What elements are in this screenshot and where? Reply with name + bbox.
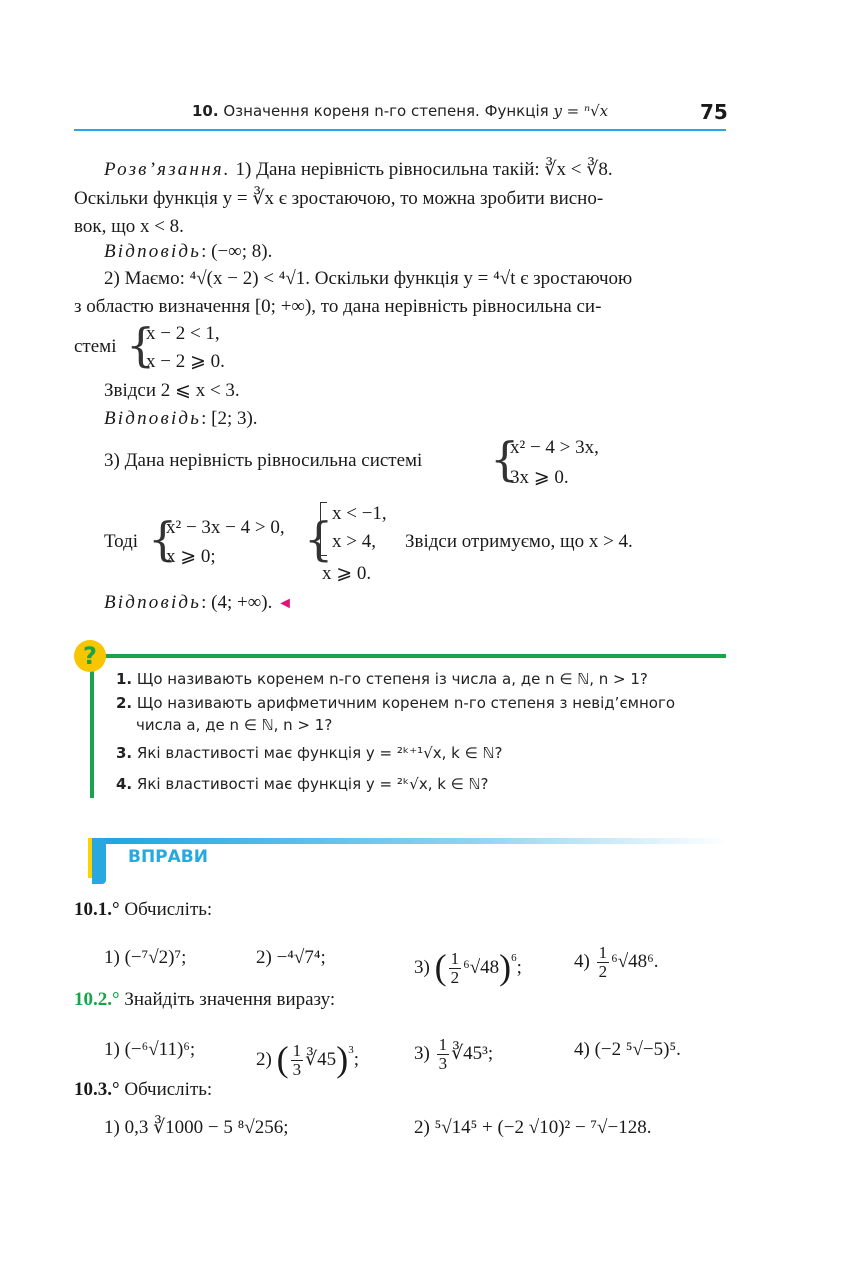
exercise-10-1-item-2: 2) −⁴√7⁴;: [256, 947, 326, 968]
solution-line-8: Звідси 2 ⩽ x < 3.: [104, 380, 240, 401]
exercise-10-2-item-2: 2) ( $\frac{1}{3}$ ∛45)$^3$;: [256, 1039, 359, 1080]
system-4-row-2: x > 4,: [332, 531, 376, 552]
question-number: 3.: [116, 744, 133, 762]
exercise-text: Обчисліть:: [119, 899, 213, 920]
question-mark-icon: ?: [74, 640, 106, 672]
exponent: 6: [511, 952, 517, 964]
answer-3-value: : (4; +∞).: [201, 592, 273, 613]
question-number: 1.: [116, 670, 133, 688]
question-4: [116, 773, 489, 795]
section-number: 10.: [192, 102, 219, 120]
exercise-10-2-item-4: 4) (−2 ⁵√−5)⁵.: [574, 1039, 681, 1060]
exercise-number: 10.2.°: [74, 989, 120, 1010]
questions-side-bar: [90, 655, 94, 798]
exponent: 3: [348, 1044, 354, 1056]
system-brace: {: [148, 512, 178, 566]
header-rule: [74, 129, 726, 131]
solution-text-1: 1) Дана нерівність рівносильна такій: ∛x < ∛8.: [230, 159, 613, 180]
section-title: Означення кореня n-го степеня. Функція: [223, 102, 549, 120]
solution-line-2: Оскільки функція y = ∛x є зростаючою, то можна зробити висно-: [74, 188, 604, 209]
question-3: [116, 742, 502, 764]
system-4-row-1: x < −1,: [332, 503, 387, 524]
questions-rule: [90, 654, 726, 658]
solution-line-1: [104, 156, 613, 184]
item-label: 4): [574, 950, 590, 972]
solution-line-7: стемі: [74, 336, 117, 357]
exercise-text: Обчисліть:: [119, 1079, 213, 1100]
answer-1-value: : (−∞; 8).: [201, 241, 273, 262]
fraction-denominator: 3: [292, 1060, 302, 1080]
page-header: [0, 96, 850, 132]
exercise-10-3-heading: [74, 1076, 212, 1104]
answer-label: Відповідь: [104, 241, 202, 262]
exercise-10-3-item-2: 2) ⁵√14⁵ + (−2 √10)² − ⁷√−128.: [414, 1117, 652, 1138]
exercises-title: ВПРАВИ: [128, 847, 208, 867]
question-1: [116, 668, 648, 690]
solution-line-6: з областю визначення [0; +∞), то дана нерівність рівносильна си-: [74, 296, 602, 317]
solution-line-10: 3) Дана нерівність рівносильна системі: [104, 450, 423, 471]
answer-label: Відповідь: [104, 592, 202, 613]
fraction-denominator: 2: [598, 962, 608, 981]
item-label: 2): [256, 1049, 272, 1070]
fraction-numerator: 1: [598, 943, 608, 962]
question-2: [116, 692, 675, 714]
end-marker-icon: ◄: [277, 595, 293, 612]
page-number: 75: [700, 100, 728, 124]
fraction-denominator: 2: [450, 968, 460, 988]
solution-conclusion: Звідси отримуємо, що x > 4.: [405, 531, 633, 552]
exercise-10-1-item-4: [574, 944, 659, 981]
exercise-10-3-item-1: 1) 0,3 ∛1000 − 5 ⁸√256;: [104, 1117, 289, 1138]
solution-line-5: 2) Маємо: ⁴√(x − 2) < ⁴√1. Оскільки функція y = ⁴√t є зростаючою: [104, 268, 633, 289]
answer-2-value: : [2; 3).: [201, 408, 258, 429]
answer-1: [104, 238, 272, 266]
item-label: 3): [414, 1042, 430, 1064]
system-brace: {: [490, 432, 520, 486]
header-formula: y = ⁿ√x: [553, 102, 609, 120]
fraction-numerator: 1: [292, 1041, 302, 1061]
system-2-row-2: 3x ⩾ 0.: [510, 467, 569, 488]
exercise-number: 10.3.°: [74, 1079, 120, 1100]
system-3-row-1: x² − 3x − 4 > 0,: [166, 517, 285, 538]
radical: ∛45: [305, 1049, 337, 1070]
system-1-row-2: x − 2 ⩾ 0.: [146, 351, 225, 372]
exercises-banner: [88, 838, 728, 844]
answer-2: [104, 405, 258, 433]
exercise-10-1-item-1: 1) (−⁷√2)⁷;: [104, 947, 187, 968]
item-label: 3): [414, 957, 430, 978]
question-text: Які властивості має функція y = ²ᵏ⁺¹√x, k ∈ ℕ?: [136, 744, 503, 762]
system-brace: {: [126, 318, 156, 372]
system-brace: {: [304, 512, 334, 566]
system-1-row-1: x − 2 < 1,: [146, 323, 220, 344]
answer-3: [104, 589, 293, 618]
exercise-10-2-item-3: [414, 1036, 493, 1073]
fraction-numerator: 1: [450, 949, 460, 969]
radical: ∛45³;: [451, 1042, 494, 1064]
system-3-row-2: x ⩾ 0;: [166, 546, 216, 567]
exercise-10-1-item-3: 3) ( $\frac{1}{2}$ ⁶√48)$^6$;: [414, 947, 522, 988]
system-4-row-3: x ⩾ 0.: [322, 563, 372, 584]
exercise-number: 10.1.°: [74, 899, 120, 920]
population-bracket: [320, 502, 327, 556]
question-number: 4.: [116, 775, 133, 793]
exercises-flag-overlay: [92, 838, 106, 884]
question-text: Які властивості має функція y = ²ᵏ√x, k ∈ ℕ?: [136, 775, 489, 793]
fraction-denominator: 3: [438, 1054, 448, 1073]
solution-line-11: Тоді: [104, 531, 139, 552]
solution-line-3: вок, що x < 8.: [74, 216, 184, 237]
running-title: [192, 102, 608, 120]
answer-label: Відповідь: [104, 408, 202, 429]
question-2-cont: числа a, де n ∈ ℕ, n > 1?: [136, 716, 333, 734]
fraction-numerator: 1: [438, 1035, 448, 1054]
question-number: 2.: [116, 694, 133, 712]
solution-label: Розв’язання.: [104, 159, 231, 180]
exercise-text: Знайдіть значення виразу:: [119, 989, 336, 1010]
question-text: Що називають коренем n-го степеня із числа a, де n ∈ ℕ, n > 1?: [136, 670, 648, 688]
system-2-row-1: x² − 4 > 3x,: [510, 437, 599, 458]
radical: ⁶√48⁶.: [611, 950, 659, 972]
exercise-10-2-item-1: 1) (−⁶√11)⁶;: [104, 1039, 196, 1060]
exercise-10-1-heading: [74, 896, 212, 924]
radical: ⁶√48: [463, 957, 500, 978]
question-text: Що називають арифметичним коренем n-го степеня з невід’ємного: [136, 694, 676, 712]
exercise-10-2-heading: [74, 986, 335, 1014]
